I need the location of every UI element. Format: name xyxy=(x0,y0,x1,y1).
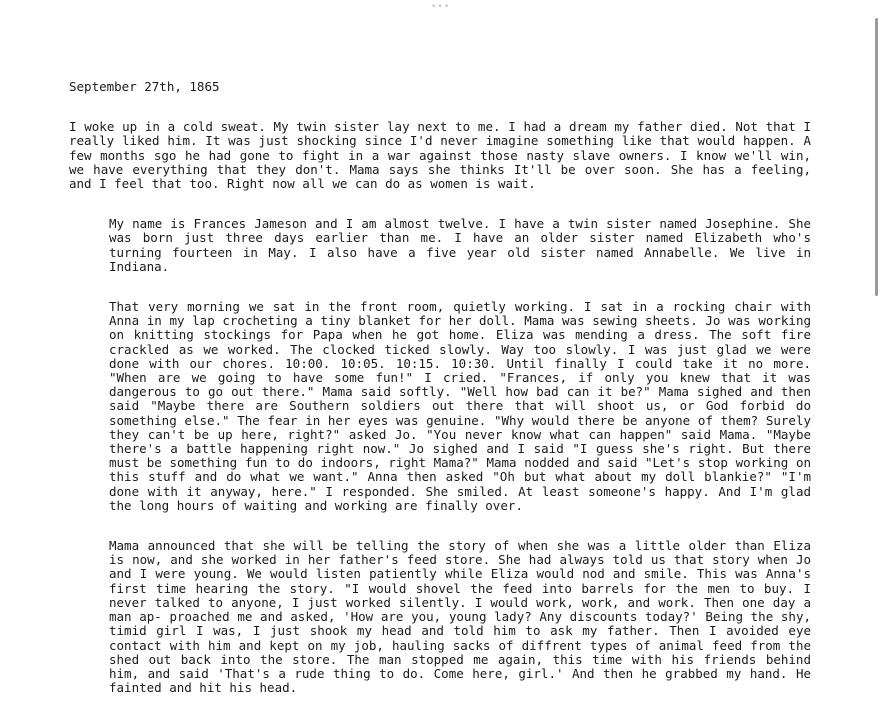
paragraph-1: I woke up in a cold sweat. My twin sister lay next to me. I had a dream my father died. Not that I really liked him. It was just shocking since I'd never imagine something like that would happen. A few months sgo he had gone to fight in a war against those nasty slave owners. I know we'll win, we have everything that they don't. Mama says she thinks It'll be over soon. She has a feeling, and I feel that too. Right now all we can do as women is wait. xyxy=(69,119,811,192)
document-body xyxy=(69,80,811,721)
vertical-scrollbar[interactable] xyxy=(875,18,878,296)
window-drag-handle[interactable]: ••• xyxy=(431,2,451,12)
paragraph-2: My name is Frances Jameson and I am almost twelve. I have a twin sister named Josephine. She was born just three days earlier than me. I have an older sister named Elizabeth who's turning fourteen in May. I also have a five year old sister named Annabelle. We live in Indiana. xyxy=(109,216,811,274)
paragraph-3: That very morning we sat in the front room, quietly working. I sat in a rocking chair with Anna in my lap crocheting a tiny blanket for her doll. Mama was sewing sheets. Jo was working on knitting stockings for Papa when he got home. Eliza was mending a dress. The soft fire crackled as we worked. The clocked ticked slowly. Way too slowly. I was just glad we were done with our chores. 10:00. 10:05. 10:15. 10:30. Until finally I could take it no more. "When are we going to have some fun!" I cried. "Frances, if only you knew that it was dangerous to go out there." Mama said softly. "Well how bad can it be?" Mama sighed and then said "Maybe there are Southern soldiers out there that will shoot us, or God forbid do something else." The fear in her eyes was genuine. "Why would there be anyone of them? Surely they can't be up here, right?" asked Jo. "You never know what can happen" said Mama. "Maybe there's a battle happening right now." Jo sighed and I said "I guess she's right. But there must be something fun to do indoors, right Mama?" Mama nodded and said "Let's stop working on this stuff and do what we want." Anna then asked "Oh but what about my doll blankie?" "I'm done with it anyway, here." I responded. She smiled. At least someone's happy. And I'm glad the long hours of waiting and working are finally over. xyxy=(109,299,811,513)
paragraph-4: Mama announced that she will be telling the story of when she was a little older than Eliza is now, and she worked in her father's feed store. She had always told us that story when Jo and I were young. We would listen patiently while Eliza would nod and smile. This was Anna's first time hearing the story. "I would shovel the feed into barrels for the men to buy. I never talked to anyone, I just worked silently. I would work, work, and work. Then one day a man ap- proached me and asked, 'How are you, young lady? Any discounts today?' Being the shy, timid girl I was, I just shook my head and told him to ask my father. Then I avoided eye contact with him and kept on my job, hauling sacks of diffrent types of animal feed from the shed out back into the store. The man stopped me again, this time with his friends behind him, and said 'That's a rude thing to do. Come here, girl.' And then he grabbed my hand. He fainted and hit his head. xyxy=(109,538,811,696)
entry-date: September 27th, 1865 xyxy=(69,79,220,94)
